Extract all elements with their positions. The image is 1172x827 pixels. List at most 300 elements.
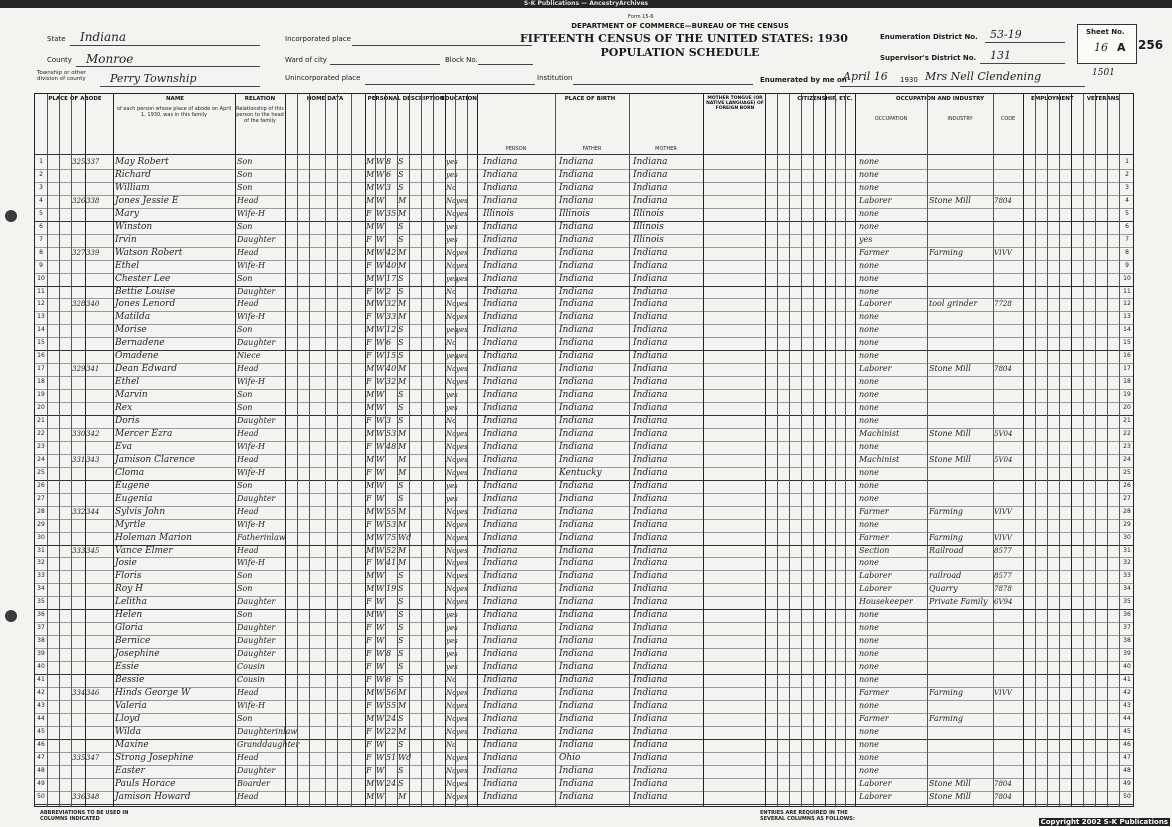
industry: railroad bbox=[929, 571, 962, 581]
race: W bbox=[376, 260, 385, 270]
birthplace-person: Indiana bbox=[483, 454, 518, 465]
line-number-right: 37 bbox=[1123, 624, 1131, 632]
birthplace-person: Indiana bbox=[483, 623, 518, 634]
marital-status: S bbox=[398, 493, 404, 503]
person-name: Helen bbox=[115, 610, 143, 621]
birthplace-mother: Indiana bbox=[633, 506, 668, 517]
can-read: yes bbox=[456, 779, 468, 788]
birthplace-person: Indiana bbox=[483, 571, 518, 582]
sheet-label: Sheet No. bbox=[1086, 28, 1125, 36]
person-name: Roy H bbox=[115, 584, 143, 595]
person-name: Valeria bbox=[115, 700, 147, 711]
column-rule bbox=[433, 94, 434, 806]
relation: Daughter bbox=[237, 765, 276, 775]
race: W bbox=[376, 493, 385, 503]
birthplace-father: Indiana bbox=[559, 623, 594, 634]
birth-mother-header: MOTHER bbox=[655, 146, 677, 152]
birthplace-father: Indiana bbox=[559, 713, 594, 724]
group-relation: RELATION bbox=[244, 96, 276, 102]
birthplace-person: Indiana bbox=[483, 506, 518, 517]
race: W bbox=[376, 623, 385, 633]
attended-school: yes bbox=[446, 494, 458, 503]
age: 12 bbox=[386, 325, 397, 335]
race: W bbox=[376, 338, 385, 348]
line-number: 23 bbox=[37, 442, 45, 450]
line-number-right: 4 bbox=[1125, 196, 1129, 204]
line-number: 48 bbox=[37, 766, 45, 774]
line-number-right: 17 bbox=[1123, 365, 1131, 373]
sex: M bbox=[366, 713, 375, 723]
relation: Cousin bbox=[237, 662, 265, 672]
occupation: none bbox=[859, 351, 879, 361]
attended-school: No bbox=[446, 339, 457, 348]
industry: Stone Mill bbox=[929, 428, 971, 438]
occupation-code: VIVV bbox=[994, 533, 1012, 542]
sex: F bbox=[366, 234, 372, 244]
birthplace-person: Indiana bbox=[483, 299, 518, 310]
marital-status: S bbox=[398, 351, 404, 361]
column-rule bbox=[1107, 94, 1108, 806]
column-rule bbox=[47, 94, 48, 806]
dwelling-number: 336 bbox=[72, 792, 86, 801]
birthplace-father: Indiana bbox=[559, 441, 594, 452]
birthplace-mother: Indiana bbox=[633, 713, 668, 724]
line-number: 14 bbox=[37, 326, 45, 334]
industry: tool grinder bbox=[929, 299, 978, 309]
marital-status: S bbox=[398, 610, 404, 620]
attended-school: No bbox=[446, 183, 457, 192]
line-number-right: 31 bbox=[1123, 546, 1131, 554]
person-name: Bernice bbox=[115, 636, 151, 647]
birthplace-mother: Indiana bbox=[633, 364, 668, 375]
sex: F bbox=[366, 597, 372, 607]
group-place-of-abode: PLACE OF ABODE bbox=[48, 96, 102, 102]
age: 51 bbox=[386, 752, 397, 762]
birthplace-mother: Indiana bbox=[633, 157, 668, 167]
sex: F bbox=[366, 338, 372, 348]
occupation: none bbox=[859, 169, 879, 179]
occupation-code: 6V94 bbox=[994, 598, 1013, 607]
birthplace-person: Indiana bbox=[483, 221, 518, 232]
marital-status: S bbox=[398, 597, 404, 607]
marital-status: S bbox=[398, 325, 404, 335]
race: W bbox=[376, 558, 385, 568]
race: W bbox=[376, 195, 385, 205]
relation: Wife-H bbox=[237, 377, 266, 387]
can-read: yes bbox=[456, 274, 468, 283]
birthplace-father: Indiana bbox=[559, 545, 594, 556]
marital-status: S bbox=[398, 636, 404, 646]
birthplace-father: Indiana bbox=[559, 687, 594, 698]
person-name: Hinds George W bbox=[115, 687, 191, 698]
occupation: none bbox=[859, 636, 879, 646]
attended-school: yes bbox=[446, 611, 458, 620]
birthplace-person: Indiana bbox=[483, 700, 518, 711]
attended-school: No bbox=[446, 779, 457, 788]
column-rule bbox=[1071, 94, 1072, 806]
relation: Son bbox=[237, 157, 253, 166]
person-name: Jones Jessie E bbox=[115, 195, 179, 206]
column-rule bbox=[71, 94, 72, 806]
birthplace-father: Indiana bbox=[559, 338, 594, 349]
occupation: none bbox=[859, 338, 879, 348]
line-number: 12 bbox=[37, 300, 45, 308]
industry: Railroad bbox=[929, 545, 964, 555]
occupation: Farmer bbox=[859, 247, 889, 257]
relation: Son bbox=[237, 610, 253, 620]
attended-school: No bbox=[446, 442, 457, 451]
attended-school: No bbox=[446, 546, 457, 555]
birthplace-person: Indiana bbox=[483, 390, 518, 401]
group-veterans: VETERANS bbox=[1086, 96, 1120, 102]
occupation: none bbox=[859, 726, 879, 736]
column-rule bbox=[375, 94, 376, 806]
county-label: County bbox=[47, 56, 72, 64]
relation: Head bbox=[237, 195, 259, 205]
sex: F bbox=[366, 312, 372, 322]
birthplace-father: Indiana bbox=[559, 221, 594, 232]
family-number: 345 bbox=[86, 546, 100, 555]
industry: Quarry bbox=[929, 584, 958, 594]
birthplace-father: Indiana bbox=[559, 649, 594, 660]
line-number-right: 42 bbox=[1123, 688, 1131, 696]
attended-school: No bbox=[446, 520, 457, 529]
enumerator-name: Mrs Nell Clendening bbox=[925, 70, 1042, 83]
occupation: none bbox=[859, 208, 879, 218]
relation: Wife-H bbox=[237, 467, 266, 477]
occupation-code: 7804 bbox=[994, 779, 1012, 788]
line-number: 36 bbox=[37, 611, 45, 619]
birthplace-father: Indiana bbox=[559, 247, 594, 258]
page-subtitle: POPULATION SCHEDULE bbox=[600, 46, 760, 59]
enum-district-value: 53-19 bbox=[990, 28, 1022, 41]
line-number: 43 bbox=[37, 701, 45, 709]
can-read: yes bbox=[456, 520, 468, 529]
sex: F bbox=[366, 351, 372, 361]
attended-school: No bbox=[446, 701, 457, 710]
occupation: Farmer bbox=[859, 506, 889, 516]
birthplace-person: Indiana bbox=[483, 636, 518, 647]
birthplace-father: Indiana bbox=[559, 610, 594, 621]
industry-header: INDUSTRY bbox=[947, 116, 973, 122]
family-number: 348 bbox=[86, 792, 100, 801]
person-name: Ethel bbox=[115, 377, 140, 388]
person-name: Strong Josephine bbox=[115, 752, 194, 763]
birthplace-father: Indiana bbox=[559, 765, 594, 776]
sex: F bbox=[366, 752, 372, 762]
line-number: 18 bbox=[37, 378, 45, 386]
birthplace-father: Kentucky bbox=[559, 467, 602, 478]
line-number-right: 27 bbox=[1123, 494, 1131, 502]
group-home-data: HOME DATA bbox=[306, 96, 344, 102]
family-number: 342 bbox=[86, 429, 100, 438]
birthplace-father: Indiana bbox=[559, 286, 594, 297]
attended-school: yes bbox=[446, 352, 458, 361]
sex: M bbox=[366, 610, 375, 620]
marital-status: S bbox=[398, 675, 404, 684]
occupation: Farmer bbox=[859, 713, 889, 723]
can-read: yes bbox=[456, 701, 468, 710]
line-number-right: 45 bbox=[1123, 727, 1131, 735]
column-rule bbox=[365, 94, 366, 806]
banner: S-K Publications — AncestryArchives bbox=[0, 0, 1172, 8]
relation: Wife-H bbox=[237, 700, 266, 710]
column-rule bbox=[385, 94, 386, 806]
line-number: 2 bbox=[39, 170, 43, 178]
relation: Daughter bbox=[237, 338, 276, 348]
attended-school: No bbox=[446, 196, 457, 205]
occupation: Laborer bbox=[859, 299, 892, 309]
relation: Son bbox=[237, 480, 253, 490]
unincorporated-label: Unincorporated place bbox=[285, 74, 361, 82]
dwelling-number: 330 bbox=[72, 429, 86, 438]
column-rule bbox=[777, 94, 778, 806]
person-name: Myrtle bbox=[115, 519, 146, 530]
can-read: yes bbox=[456, 352, 468, 361]
column-rule bbox=[477, 94, 478, 806]
age: 15 bbox=[386, 351, 397, 361]
relation: Head bbox=[237, 247, 259, 257]
line-number: 8 bbox=[39, 248, 43, 256]
birthplace-mother: Indiana bbox=[633, 791, 668, 802]
sex: F bbox=[366, 675, 372, 684]
age: 6 bbox=[386, 169, 392, 179]
sex: F bbox=[366, 377, 372, 387]
birthplace-mother: Indiana bbox=[633, 675, 668, 685]
attended-school: No bbox=[446, 676, 457, 684]
relation: Daughter bbox=[237, 416, 276, 425]
race: W bbox=[376, 597, 385, 607]
column-rule bbox=[409, 94, 410, 806]
line-number-right: 43 bbox=[1123, 701, 1131, 709]
line-number-right: 2 bbox=[1125, 170, 1129, 178]
birthplace-mother: Indiana bbox=[633, 195, 668, 206]
person-name: Essie bbox=[115, 662, 140, 673]
relation: Daughterinlaw bbox=[237, 726, 298, 736]
person-name: Dean Edward bbox=[115, 364, 178, 375]
attended-school: yes bbox=[446, 481, 458, 490]
marital-status: M bbox=[398, 428, 407, 438]
race: W bbox=[376, 299, 385, 309]
birthplace-father: Indiana bbox=[559, 273, 594, 284]
age: 8 bbox=[386, 157, 392, 166]
person-name: William bbox=[115, 182, 150, 193]
relation: Daughter bbox=[237, 286, 276, 296]
line-number-right: 44 bbox=[1123, 714, 1131, 722]
birthplace-mother: Indiana bbox=[633, 467, 668, 478]
family-number: 344 bbox=[86, 507, 100, 516]
family-number: 347 bbox=[86, 753, 100, 762]
person-name: Sylvis John bbox=[115, 506, 166, 517]
marital-status: S bbox=[398, 739, 404, 749]
sex: M bbox=[366, 157, 375, 166]
relation: Head bbox=[237, 545, 259, 555]
birthplace-father: Indiana bbox=[559, 325, 594, 336]
age: 48 bbox=[386, 441, 397, 451]
birthplace-father: Indiana bbox=[559, 403, 594, 414]
sex: M bbox=[366, 403, 375, 413]
relation: Daughter bbox=[237, 493, 276, 503]
attended-school: yes bbox=[446, 222, 458, 231]
birthplace-mother: Indiana bbox=[633, 299, 668, 310]
age: 32 bbox=[386, 299, 397, 309]
line-number: 7 bbox=[39, 235, 43, 243]
supervisor-label: Supervisor's District No. bbox=[880, 54, 977, 62]
attended-school: No bbox=[446, 378, 457, 387]
occupation: none bbox=[859, 403, 879, 413]
marital-status: M bbox=[398, 364, 407, 374]
entries-title: ENTRIES ARE REQUIRED IN THE SEVERAL COLUMNS AS FOLLOWS: bbox=[760, 810, 855, 822]
line-number: 37 bbox=[37, 624, 45, 632]
line-number: 35 bbox=[37, 598, 45, 606]
race: W bbox=[376, 182, 385, 192]
line-number: 10 bbox=[37, 274, 45, 282]
attended-school: No bbox=[446, 429, 457, 438]
occupation: none bbox=[859, 467, 879, 477]
birthplace-mother: Indiana bbox=[633, 480, 668, 491]
line-number-right: 33 bbox=[1123, 572, 1131, 580]
line-number-right: 24 bbox=[1123, 455, 1131, 463]
sex: M bbox=[366, 299, 375, 309]
relation: Daughter bbox=[237, 597, 276, 607]
person-name: Lelitha bbox=[115, 597, 147, 608]
race: W bbox=[376, 571, 385, 581]
sex: M bbox=[366, 506, 375, 516]
relation: Head bbox=[237, 687, 259, 697]
ward-label: Ward of city bbox=[285, 56, 327, 64]
line-number: 24 bbox=[37, 455, 45, 463]
family-number: 337 bbox=[86, 158, 100, 166]
birthplace-father: Indiana bbox=[559, 506, 594, 517]
race: W bbox=[376, 584, 385, 594]
person-name: Bernadene bbox=[115, 338, 165, 349]
can-read: yes bbox=[456, 572, 468, 581]
marital-status: S bbox=[398, 182, 404, 192]
line-number-right: 41 bbox=[1123, 676, 1131, 683]
column-rule bbox=[927, 94, 928, 806]
birth-father-header: FATHER bbox=[582, 146, 602, 152]
sex: F bbox=[366, 636, 372, 646]
birthplace-father: Indiana bbox=[559, 416, 594, 426]
can-read: yes bbox=[456, 585, 468, 594]
marital-status: S bbox=[398, 662, 404, 672]
birthplace-person: Indiana bbox=[483, 247, 518, 258]
township-value: Perry Township bbox=[110, 72, 197, 85]
birthplace-father: Indiana bbox=[559, 739, 594, 750]
sex: M bbox=[366, 247, 375, 257]
line-number: 28 bbox=[37, 507, 45, 515]
birthplace-father: Indiana bbox=[559, 778, 594, 789]
race: W bbox=[376, 480, 385, 490]
occupation: none bbox=[859, 519, 879, 529]
race: W bbox=[376, 778, 385, 788]
line-number-right: 48 bbox=[1123, 766, 1131, 774]
race: W bbox=[376, 739, 385, 749]
sex: M bbox=[366, 532, 375, 542]
line-number-right: 50 bbox=[1123, 792, 1131, 800]
occupation-code: 7804 bbox=[994, 196, 1012, 205]
birthplace-mother: Indiana bbox=[633, 351, 668, 362]
occupation: none bbox=[859, 493, 879, 503]
birthplace-mother: Indiana bbox=[633, 519, 668, 530]
column-rule bbox=[113, 94, 114, 806]
column-rule bbox=[421, 94, 422, 806]
birthplace-mother: Indiana bbox=[633, 584, 668, 595]
occupation: none bbox=[859, 739, 879, 749]
birthplace-mother: Indiana bbox=[633, 273, 668, 284]
birthplace-mother: Indiana bbox=[633, 390, 668, 401]
sex: M bbox=[366, 545, 375, 555]
line-number-right: 19 bbox=[1123, 391, 1131, 399]
can-read: yes bbox=[456, 559, 468, 568]
line-number-right: 35 bbox=[1123, 598, 1131, 606]
column-rule bbox=[835, 94, 836, 806]
marital-status: M bbox=[398, 791, 407, 801]
marital-status: M bbox=[398, 247, 407, 257]
sex: M bbox=[366, 182, 375, 192]
can-read: yes bbox=[456, 261, 468, 270]
line-number-right: 38 bbox=[1123, 637, 1131, 645]
occupation: none bbox=[859, 416, 879, 425]
column-rule bbox=[1047, 94, 1048, 806]
relation: Head bbox=[237, 791, 259, 801]
occupation: none bbox=[859, 558, 879, 568]
line-number-right: 13 bbox=[1123, 313, 1131, 321]
relation: Head bbox=[237, 752, 259, 762]
race: W bbox=[376, 532, 385, 542]
line-number-right: 20 bbox=[1123, 404, 1131, 412]
birthplace-person: Indiana bbox=[483, 325, 518, 336]
line-number-right: 40 bbox=[1123, 663, 1131, 671]
age: 52 bbox=[386, 545, 397, 555]
line-number-right: 1 bbox=[1125, 158, 1129, 165]
code-header: CODE bbox=[1000, 116, 1016, 122]
occupation: none bbox=[859, 390, 879, 400]
occupation: none bbox=[859, 610, 879, 620]
dwelling-number: 327 bbox=[72, 248, 86, 257]
occupation: Laborer bbox=[859, 195, 892, 205]
birthplace-mother: Indiana bbox=[633, 636, 668, 647]
relation: Wife-H bbox=[237, 260, 266, 270]
marital-status: S bbox=[398, 221, 404, 231]
birthplace-father: Indiana bbox=[559, 558, 594, 569]
race: W bbox=[376, 364, 385, 374]
line-number-right: 49 bbox=[1123, 779, 1131, 787]
family-number: 341 bbox=[86, 365, 100, 374]
relation: Son bbox=[237, 169, 253, 179]
birthplace-person: Indiana bbox=[483, 739, 518, 750]
birthplace-mother: Indiana bbox=[633, 610, 668, 621]
relation: Wife-H bbox=[237, 519, 266, 529]
can-read: yes bbox=[456, 598, 468, 607]
age: 17 bbox=[386, 273, 397, 283]
race: W bbox=[376, 325, 385, 335]
marital-status: S bbox=[398, 713, 404, 723]
occupation: none bbox=[859, 675, 879, 684]
age: 22 bbox=[386, 726, 397, 736]
person-name: Bettie Louise bbox=[115, 286, 176, 297]
birthplace-father: Indiana bbox=[559, 351, 594, 362]
relation: Wife-H bbox=[237, 558, 266, 568]
birthplace-mother: Indiana bbox=[633, 377, 668, 388]
person-name: Omadene bbox=[115, 351, 159, 362]
column-rule bbox=[1023, 94, 1024, 806]
sex: M bbox=[366, 390, 375, 400]
column-rule bbox=[813, 94, 814, 806]
line-number: 9 bbox=[39, 261, 43, 269]
race: W bbox=[376, 791, 385, 801]
race: W bbox=[376, 157, 385, 166]
